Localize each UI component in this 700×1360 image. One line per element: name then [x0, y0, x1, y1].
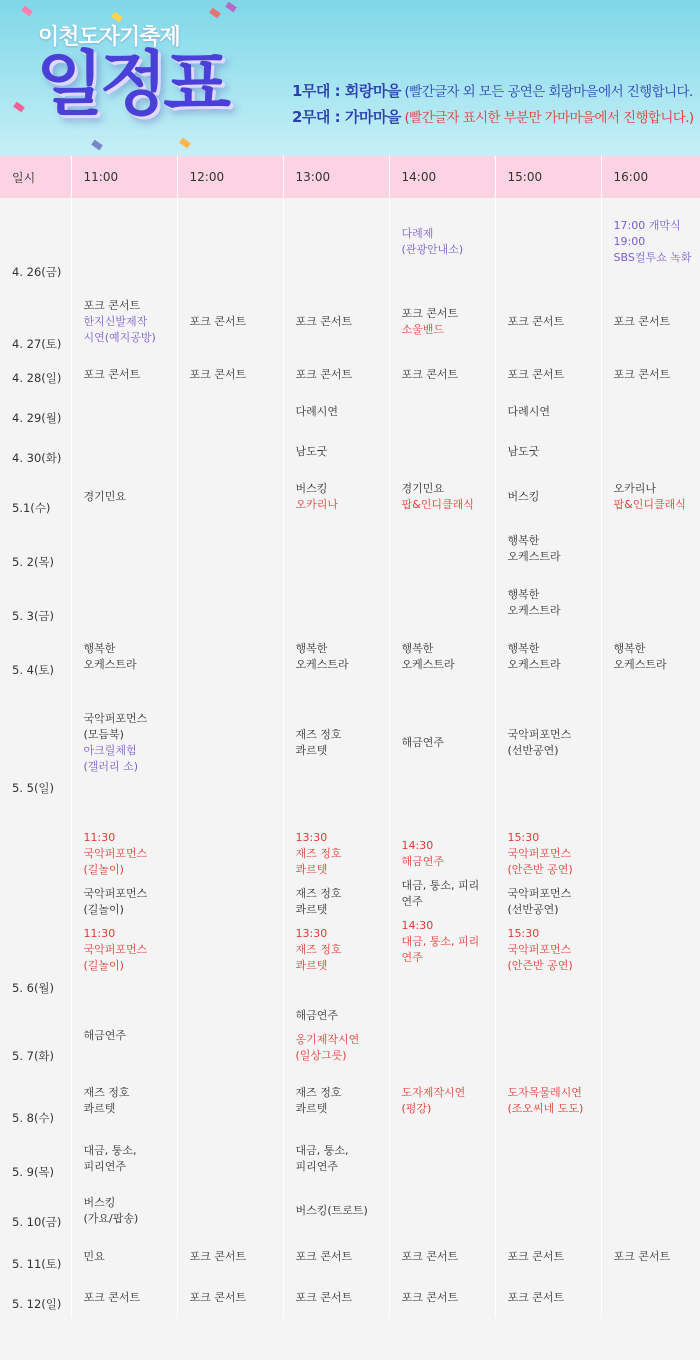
confetti-decoration — [209, 8, 221, 19]
date-cell: 4. 30(화) — [0, 432, 71, 472]
event-text: 경기민요 — [83, 490, 127, 503]
date-cell: 4. 28(일) — [0, 358, 71, 392]
schedule-cell — [495, 522, 601, 576]
schedule-cell — [389, 1278, 495, 1318]
schedule-cell — [495, 198, 601, 286]
confetti-decoration — [13, 102, 25, 113]
schedule-cell — [601, 198, 700, 286]
event-text: 도자제작시연 — [401, 1086, 466, 1099]
table-row — [0, 432, 700, 472]
schedule-cell — [71, 198, 177, 286]
event-text: 버스킹 — [507, 490, 540, 503]
event-text: 민요 — [83, 1250, 105, 1263]
schedule-cell — [389, 1070, 495, 1132]
schedule-cell — [389, 1132, 495, 1186]
table-row — [0, 1278, 700, 1318]
event-text: 포크 콘서트 — [189, 368, 247, 381]
event-text: 오카리나 — [613, 482, 657, 495]
schedule-cell — [389, 684, 495, 802]
event-text: 해금연주 — [83, 1029, 127, 1042]
schedule-cell — [71, 472, 177, 522]
event-text: 포크 콘서트 — [83, 299, 141, 312]
event-text: 콰르텟 — [295, 1102, 328, 1115]
event-text: 행복한 — [83, 642, 116, 655]
schedule-cell — [177, 286, 283, 358]
event-text: 오케스트라 — [295, 658, 349, 671]
date-cell: 5. 4(토) — [0, 630, 71, 684]
table-row — [0, 684, 700, 802]
event-text: 도자목물레시연 — [507, 1086, 582, 1099]
event-text: 오케스트라 — [613, 658, 667, 671]
event-text: 포크 콘서트 — [83, 368, 141, 381]
event-text: 콰르텟 — [295, 959, 328, 972]
schedule-cell — [283, 1186, 389, 1236]
schedule-cell — [601, 684, 700, 802]
schedule-cell — [389, 198, 495, 286]
schedule-cell — [495, 576, 601, 630]
event-text: 15:30 — [507, 927, 540, 940]
event-text: 팝&인디클래식 — [401, 498, 474, 511]
schedule-cell — [495, 432, 601, 472]
table-row — [0, 630, 700, 684]
schedule-cell — [389, 286, 495, 358]
event-text: 포크 콘서트 — [507, 1250, 565, 1263]
schedule-cell — [601, 630, 700, 684]
stage-2-note — [292, 106, 694, 127]
event-text: 옹기제작시연 — [295, 1033, 360, 1046]
date-cell: 5. 9(목) — [0, 1132, 71, 1186]
schedule-cell — [71, 286, 177, 358]
schedule-cell — [177, 1236, 283, 1278]
table-row — [0, 198, 700, 286]
schedule-cell — [71, 576, 177, 630]
event-text: 포크 콘서트 — [401, 1291, 459, 1304]
column-header: 13:00 — [283, 156, 389, 198]
event-text: 13:30 — [295, 927, 328, 940]
schedule-cell — [389, 392, 495, 432]
schedule-cell — [71, 1070, 177, 1132]
event-text: 오카리나 — [295, 498, 339, 511]
confetti-decoration — [21, 6, 33, 17]
schedule-cell — [601, 1070, 700, 1132]
line-gap — [508, 918, 601, 926]
line-gap — [84, 918, 177, 926]
event-text: 오케스트라 — [507, 604, 561, 617]
schedule-cell — [177, 522, 283, 576]
schedule-cell — [495, 630, 601, 684]
event-text: (길놀이) — [83, 903, 124, 916]
event-text: 대금, 퉁소, — [295, 1144, 349, 1157]
schedule-cell — [177, 684, 283, 802]
event-text: 11:30 — [83, 927, 116, 940]
schedule-cell — [283, 1070, 389, 1132]
schedule-cell — [495, 358, 601, 392]
event-text: 콰르텟 — [83, 1102, 116, 1115]
confetti-decoration — [91, 140, 103, 151]
date-cell: 5. 3(금) — [0, 576, 71, 630]
date-cell: 5. 11(토) — [0, 1236, 71, 1278]
event-text: 남도굿 — [295, 445, 328, 458]
event-text: 포크 콘서트 — [613, 368, 671, 381]
date-cell: 5. 7(화) — [0, 1002, 71, 1070]
schedule-cell — [283, 802, 389, 1002]
event-text: 콰르텟 — [295, 744, 328, 757]
event-text: 포크 콘서트 — [189, 315, 247, 328]
date-cell: 4. 27(토) — [0, 286, 71, 358]
table-row — [0, 576, 700, 630]
schedule-cell — [71, 358, 177, 392]
event-text: 11:30 — [83, 831, 116, 844]
column-header: 12:00 — [177, 156, 283, 198]
table-row — [0, 286, 700, 358]
event-text: 대금, 퉁소, — [83, 1144, 137, 1157]
confetti-decoration — [179, 138, 191, 149]
event-text: 행복한 — [507, 588, 540, 601]
table-row — [0, 358, 700, 392]
line-gap — [296, 918, 389, 926]
event-text: 국악퍼포먼스 — [507, 847, 572, 860]
stage-2-desc: (빨간글자 표시한 부분만 가마마을에서 진행합니다.) — [400, 110, 694, 126]
event-text: 행복한 — [401, 642, 434, 655]
schedule-cell — [71, 630, 177, 684]
schedule-cell — [283, 522, 389, 576]
schedule-cell — [71, 1278, 177, 1318]
schedule-cell — [495, 1070, 601, 1132]
event-text: 경기민요 — [401, 482, 445, 495]
event-text: 재즈 정호 — [295, 728, 342, 741]
schedule-cell — [389, 1236, 495, 1278]
schedule-cell — [495, 286, 601, 358]
schedule-cell — [495, 472, 601, 522]
event-text: 포크 콘서트 — [507, 315, 565, 328]
schedule-cell — [389, 1186, 495, 1236]
schedule-cell — [283, 1132, 389, 1186]
schedule-table — [0, 156, 700, 1318]
schedule-cell — [71, 1002, 177, 1070]
schedule-cell — [389, 576, 495, 630]
schedule-cell — [495, 392, 601, 432]
event-text: 오케스트라 — [401, 658, 455, 671]
event-text: 국악퍼포먼스 — [83, 943, 148, 956]
event-text: (조오씨네 도도) — [507, 1102, 584, 1115]
event-text: (모듬북) — [83, 728, 124, 741]
event-text: 포크 콘서트 — [613, 315, 671, 328]
schedule-cell — [283, 198, 389, 286]
date-cell: 5. 6(월) — [0, 802, 71, 1002]
schedule-cell — [389, 432, 495, 472]
schedule-cell — [71, 684, 177, 802]
event-text: 포크 콘서트 — [507, 368, 565, 381]
schedule-cell — [177, 630, 283, 684]
event-text: 해금연주 — [401, 736, 445, 749]
table-row — [0, 1002, 700, 1070]
event-text: 17:00 개막식 — [613, 219, 681, 232]
event-text: 행복한 — [507, 534, 540, 547]
event-text: 피리연주 — [295, 1160, 339, 1173]
schedule-cell — [177, 1278, 283, 1318]
page-title: 일정표 — [36, 43, 227, 125]
schedule-cell — [283, 472, 389, 522]
event-text: 대금, 퉁소, 피리 — [401, 935, 480, 948]
event-text: (안즌반 공연) — [507, 959, 573, 972]
schedule-body — [0, 198, 700, 1318]
date-cell: 5. 5(일) — [0, 684, 71, 802]
schedule-cell — [601, 1186, 700, 1236]
event-text: (평강) — [401, 1102, 432, 1115]
schedule-cell — [283, 576, 389, 630]
schedule-cell — [283, 1278, 389, 1318]
schedule-cell — [601, 1236, 700, 1278]
event-text: 포크 콘서트 — [295, 315, 353, 328]
column-header: 일시 — [0, 156, 71, 198]
event-text: 아크릴체험 — [83, 744, 137, 757]
line-gap — [84, 878, 177, 886]
schedule-cell — [495, 684, 601, 802]
schedule-cell — [177, 576, 283, 630]
event-text: (관광안내소) — [401, 243, 464, 256]
schedule-cell — [601, 522, 700, 576]
schedule-cell — [283, 684, 389, 802]
stage-1-label: 1무대 : 회랑마을 — [292, 82, 401, 100]
schedule-cell — [283, 630, 389, 684]
event-text: 행복한 — [613, 642, 646, 655]
schedule-cell — [283, 392, 389, 432]
date-cell: 5. 12(일) — [0, 1278, 71, 1318]
event-text: 15:30 — [507, 831, 540, 844]
schedule-cell — [177, 432, 283, 472]
table-row — [0, 1132, 700, 1186]
event-text: 연주 — [401, 895, 423, 908]
event-text: 국악퍼포먼스 — [507, 943, 572, 956]
event-text: 포크 콘서트 — [401, 1250, 459, 1263]
event-text: SBS컬투쇼 녹화 — [613, 251, 692, 264]
schedule-cell — [389, 358, 495, 392]
table-row — [0, 472, 700, 522]
event-text: 오케스트라 — [507, 550, 561, 563]
schedule-cell — [177, 198, 283, 286]
event-text: 포크 콘서트 — [401, 307, 459, 320]
schedule-cell — [601, 576, 700, 630]
schedule-cell — [495, 1278, 601, 1318]
schedule-cell — [601, 1002, 700, 1070]
event-text: 국악퍼포먼스 — [83, 712, 148, 725]
schedule-cell — [71, 1236, 177, 1278]
event-text: 연주 — [401, 951, 423, 964]
event-text: 재즈 정호 — [295, 847, 342, 860]
event-text: 포크 콘서트 — [83, 1291, 141, 1304]
event-text: (가요/팝송) — [83, 1212, 139, 1225]
event-text: (길놀이) — [83, 959, 124, 972]
event-text: 소울밴드 — [401, 323, 445, 336]
schedule-cell — [601, 286, 700, 358]
table-row — [0, 522, 700, 576]
event-text: 다례시연 — [295, 405, 339, 418]
schedule-cell — [177, 1132, 283, 1186]
schedule-cell — [389, 802, 495, 1002]
schedule-cell — [389, 472, 495, 522]
date-cell: 5. 8(수) — [0, 1070, 71, 1132]
schedule-cell — [177, 358, 283, 392]
date-cell: 5.1(수) — [0, 472, 71, 522]
schedule-cell — [495, 802, 601, 1002]
event-text: 포크 콘서트 — [613, 1250, 671, 1263]
stage-1-desc: (빨간글자 외 모든 공연은 회랑마을에서 진행합니다. — [400, 84, 693, 100]
event-text: 행복한 — [295, 642, 328, 655]
event-text: 버스킹 — [83, 1196, 116, 1209]
event-text: (선반공연) — [507, 744, 559, 757]
event-text: 재즈 정호 — [295, 887, 342, 900]
schedule-cell — [601, 432, 700, 472]
event-text: 14:30 — [401, 919, 434, 932]
event-text: 14:30 — [401, 839, 434, 852]
table-row — [0, 1070, 700, 1132]
line-gap — [402, 910, 495, 918]
event-text: 국악퍼포먼스 — [83, 887, 148, 900]
date-cell: 4. 26(금) — [0, 198, 71, 286]
event-text: 팝&인디클래식 — [613, 498, 686, 511]
event-text: 버스킹(트로트) — [295, 1204, 368, 1217]
event-text: 포크 콘서트 — [295, 368, 353, 381]
header-banner — [0, 0, 700, 156]
event-text: 다례시연 — [507, 405, 551, 418]
schedule-cell — [495, 1002, 601, 1070]
event-text: 해금연주 — [295, 1009, 339, 1022]
table-row — [0, 392, 700, 432]
schedule-cell — [177, 1070, 283, 1132]
schedule-cell — [389, 1002, 495, 1070]
column-header: 14:00 — [389, 156, 495, 198]
event-text: 13:30 — [295, 831, 328, 844]
line-gap — [296, 1024, 389, 1032]
schedule-cell — [283, 1002, 389, 1070]
schedule-cell — [177, 1002, 283, 1070]
schedule-cell — [71, 1186, 177, 1236]
table-header-row — [0, 156, 700, 198]
table-row — [0, 802, 700, 1002]
schedule-cell — [283, 432, 389, 472]
event-text: 포크 콘서트 — [507, 1291, 565, 1304]
event-text: 오케스트라 — [507, 658, 561, 671]
schedule-cell — [283, 286, 389, 358]
event-text: 피리연주 — [83, 1160, 127, 1173]
table-row — [0, 1236, 700, 1278]
date-cell: 5. 10(금) — [0, 1186, 71, 1236]
event-text: (일상그릇) — [295, 1049, 347, 1062]
column-header: 15:00 — [495, 156, 601, 198]
line-gap — [296, 878, 389, 886]
line-gap — [508, 878, 601, 886]
event-text: 재즈 정호 — [83, 1086, 130, 1099]
event-text: 콰르텟 — [295, 903, 328, 916]
event-text: 해금연주 — [401, 855, 445, 868]
event-text: 행복한 — [507, 642, 540, 655]
event-text: 버스킹 — [295, 482, 328, 495]
schedule-cell — [601, 802, 700, 1002]
festival-name: 이천도자기축제 — [38, 25, 180, 50]
event-text: 포크 콘서트 — [295, 1291, 353, 1304]
event-text: 국악퍼포먼스 — [83, 847, 148, 860]
stage-1-note — [292, 80, 693, 101]
schedule-cell — [601, 392, 700, 432]
event-text: 포크 콘서트 — [189, 1250, 247, 1263]
event-text: 남도굿 — [507, 445, 540, 458]
schedule-cell — [495, 1132, 601, 1186]
column-header: 16:00 — [601, 156, 700, 198]
schedule-cell — [601, 1132, 700, 1186]
event-text: (길놀이) — [83, 863, 124, 876]
schedule-cell — [495, 1186, 601, 1236]
event-text: 포크 콘서트 — [295, 1250, 353, 1263]
date-cell: 5. 2(목) — [0, 522, 71, 576]
stage-2-label: 2무대 : 가마마을 — [292, 108, 401, 126]
event-text: 19:00 — [613, 235, 646, 248]
event-text: 시연(예지공방) — [83, 331, 156, 344]
schedule-cell — [495, 1236, 601, 1278]
event-text: (갤러리 소) — [83, 760, 139, 773]
schedule-cell — [283, 1236, 389, 1278]
schedule-cell — [71, 432, 177, 472]
schedule-cell — [389, 522, 495, 576]
event-text: 국악퍼포먼스 — [507, 887, 572, 900]
schedule-cell — [601, 358, 700, 392]
schedule-cell — [177, 472, 283, 522]
event-text: 오케스트라 — [83, 658, 137, 671]
schedule-cell — [71, 392, 177, 432]
schedule-cell — [177, 392, 283, 432]
date-cell: 4. 29(월) — [0, 392, 71, 432]
schedule-cell — [601, 1278, 700, 1318]
event-text: 대금, 퉁소, 피리 — [401, 879, 480, 892]
event-text: 재즈 정호 — [295, 1086, 342, 1099]
table-row — [0, 1186, 700, 1236]
schedule-cell — [283, 358, 389, 392]
event-text: 다례제 — [401, 227, 434, 240]
event-text: 한지신발제작 — [83, 315, 148, 328]
schedule-cell — [71, 522, 177, 576]
event-text: (선반공연) — [507, 903, 559, 916]
event-text: 재즈 정호 — [295, 943, 342, 956]
event-text: 콰르텟 — [295, 863, 328, 876]
event-text: 포크 콘서트 — [189, 1291, 247, 1304]
event-text: 포크 콘서트 — [401, 368, 459, 381]
schedule-cell — [389, 630, 495, 684]
schedule-cell — [71, 802, 177, 1002]
event-text: (안즌반 공연) — [507, 863, 573, 876]
schedule-cell — [177, 802, 283, 1002]
schedule-cell — [601, 472, 700, 522]
line-gap — [402, 870, 495, 878]
confetti-decoration — [225, 2, 237, 13]
schedule-cell — [71, 1132, 177, 1186]
schedule-cell — [177, 1186, 283, 1236]
column-header: 11:00 — [71, 156, 177, 198]
event-text: 국악퍼포먼스 — [507, 728, 572, 741]
